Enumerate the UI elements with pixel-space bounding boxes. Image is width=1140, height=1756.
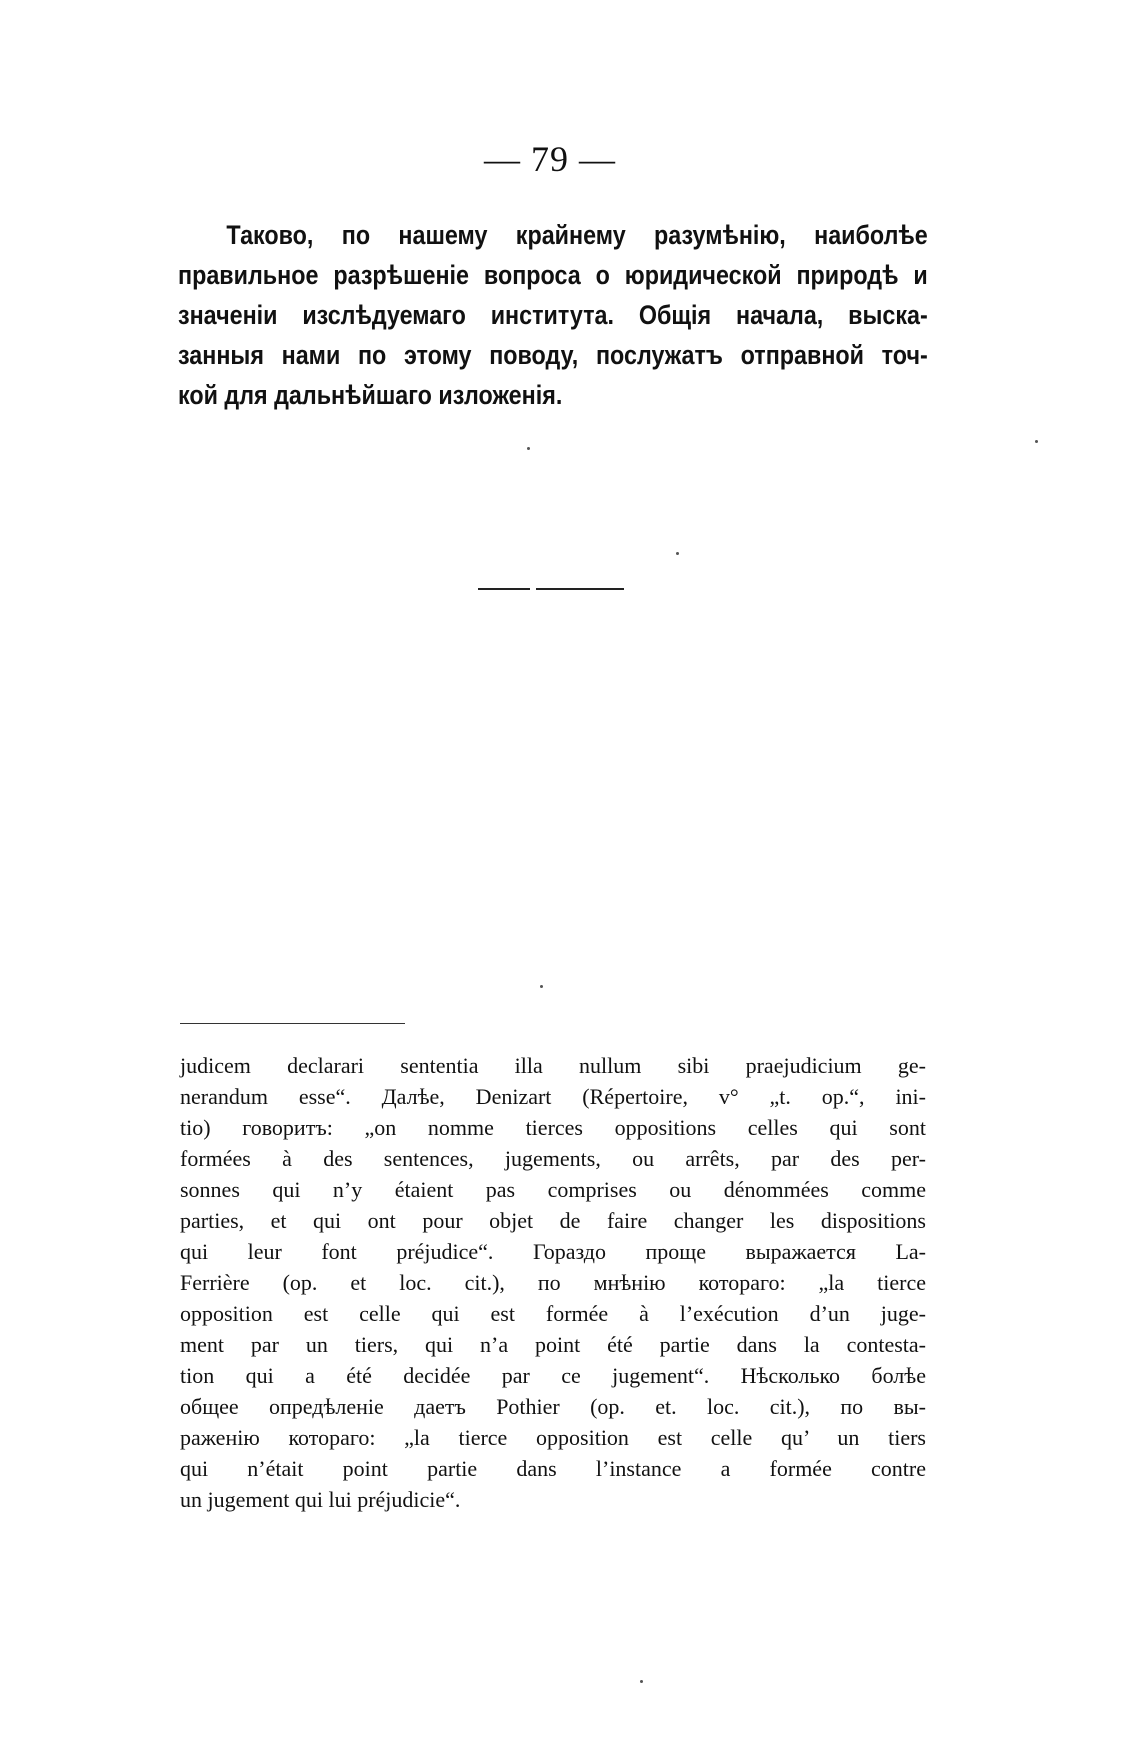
section-divider [478, 588, 624, 590]
main-line: значеніи изслѣдуемаго института. Общія начала, выска- [178, 300, 928, 330]
footnote-line: Ferrière (op. et loc. cit.), по мнѣнію котораго: „la tierce [180, 1270, 926, 1295]
page-number: — 79 — [484, 139, 616, 179]
main-paragraph [178, 215, 928, 415]
footnote-line: ment par un tiers, qui n’a point été partie dans la contesta- [180, 1332, 926, 1357]
footnote-line: opposition est celle qui est formée à l’exécution d’un juge- [180, 1301, 926, 1326]
footnote-line: parties, et qui ont pour objet de faire changer les dispositions [180, 1208, 926, 1233]
footnote-line: qui leur font préjudice“. Гораздо проще выражается La- [180, 1239, 926, 1264]
paper-speck [676, 552, 679, 555]
footnote-line: tion qui a été decidée par ce jugement“. Нѣсколько болѣе [180, 1363, 926, 1388]
paper-speck [527, 447, 530, 450]
paper-speck [540, 985, 543, 988]
footnote-line: formées à des sentences, jugements, ou arrêts, par des per- [180, 1146, 926, 1171]
paper-speck [640, 1680, 643, 1683]
footnote-line: qui n’était point partie dans l’instance a formée contre [180, 1456, 926, 1481]
footnote-line: tio) говоритъ: „on nomme tierces oppositions celles qui sont [180, 1115, 926, 1140]
main-line: правильное разрѣшеніе вопроса о юридической природѣ и [178, 260, 928, 290]
footnote-line: un jugement qui lui préjudicie“. [180, 1487, 461, 1512]
footnote-line: раженію котораго: „la tierce opposition est celle qu’ un tiers [180, 1425, 926, 1450]
footnote-line: judicem declarari sententia illa nullum sibi praejudicium ge- [180, 1053, 926, 1078]
main-line: Таково, по нашему крайнему разумѣнію, наиболѣе [226, 220, 928, 250]
main-line: кой для дальнѣйшаго изложенія. [178, 380, 563, 410]
footnote-line: sonnes qui n’y étaient pas comprises ou dénommées comme [180, 1177, 926, 1202]
footnote-divider [180, 1023, 405, 1024]
footnote-line: общее опредѣленіе даетъ Pothier (op. et. loc. cit.), по вы- [180, 1394, 926, 1419]
paper-speck [1035, 440, 1038, 443]
main-line: занныя нами по этому поводу, послужатъ отправной точ- [178, 340, 928, 370]
footnote [180, 1050, 926, 1515]
footnote-line: nerandum esse“. Далѣе, Denizart (Répertoire, v° „t. op.“, ini- [180, 1084, 926, 1109]
